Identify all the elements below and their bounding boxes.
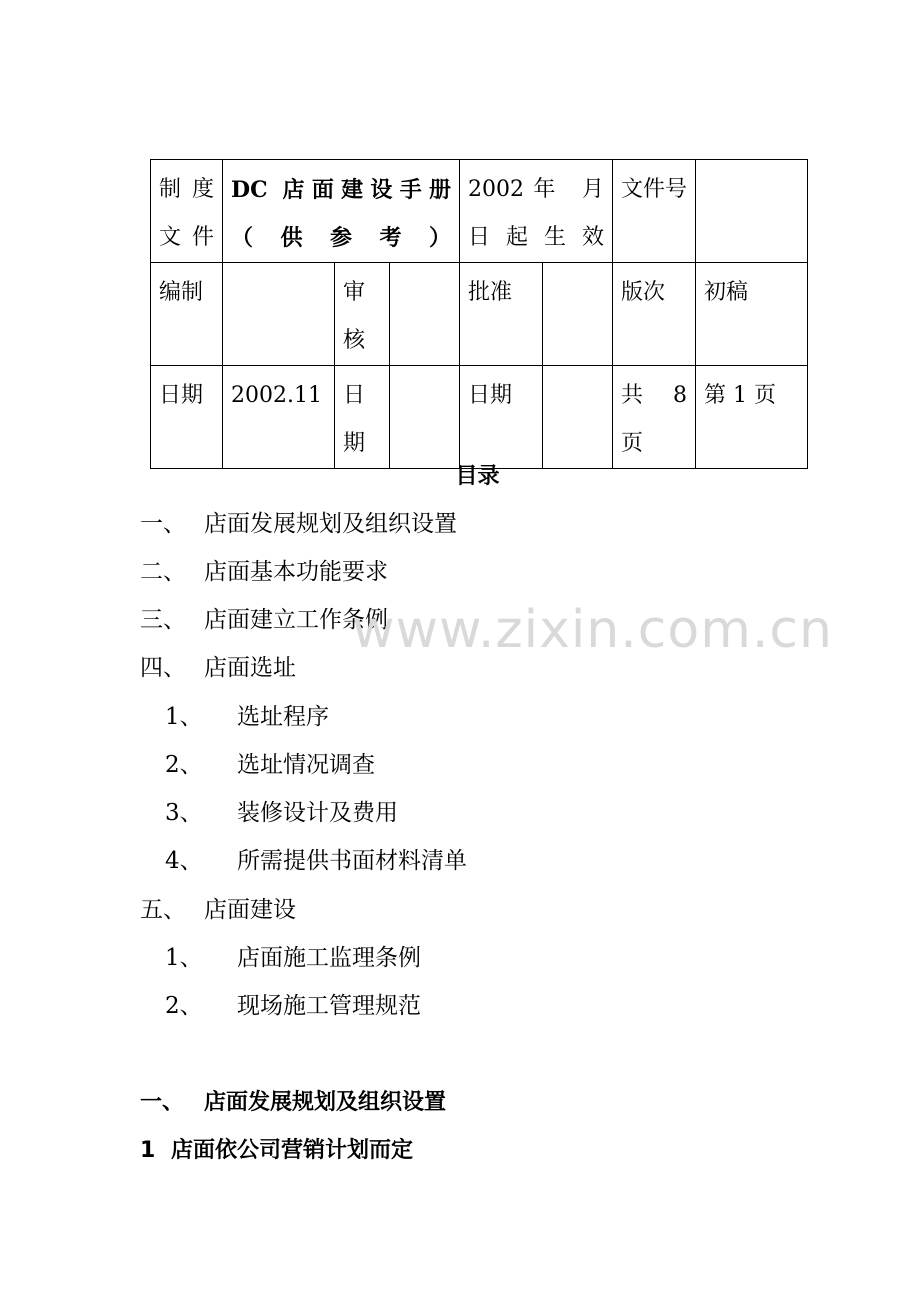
doc-title: DC 店面建设手册（供参考）	[223, 160, 460, 263]
doc-number-value	[696, 160, 808, 263]
doc-number-label: 文件号	[613, 160, 696, 263]
toc-title: 目录	[455, 464, 500, 489]
toc-item-text: 店面建立工作条例	[204, 607, 388, 633]
review-date-value	[390, 366, 460, 469]
toc-item-number: 2、	[165, 752, 203, 778]
section-number: 一、	[140, 1090, 185, 1115]
version-label: 版次	[613, 263, 696, 366]
approve-value	[543, 263, 613, 366]
toc-item-text: 店面发展规划及组织设置	[204, 511, 457, 537]
total-pages: 共 8 页	[613, 366, 696, 469]
approve-label: 批准	[460, 263, 543, 366]
version-value: 初稿	[696, 263, 808, 366]
toc-item-text: 装修设计及费用	[237, 800, 398, 826]
toc-item-number: 3、	[165, 800, 203, 826]
approve-date-value	[543, 366, 613, 469]
toc-item-number: 四、	[140, 655, 186, 681]
toc-item-number: 1、	[165, 945, 203, 971]
toc-item-text: 所需提供书面材料清单	[237, 848, 467, 874]
toc-item-text: 店面选址	[204, 655, 296, 681]
author-label: 编制	[151, 263, 223, 366]
header-table	[150, 159, 808, 469]
toc-item-text: 选址情况调查	[237, 752, 375, 778]
toc-item-text: 店面施工监理条例	[237, 945, 421, 971]
effective-date: 2002 年 月日起生效	[460, 160, 613, 263]
header-row-2	[151, 263, 808, 366]
toc-item-number: 三、	[140, 607, 186, 633]
header-row-1	[151, 160, 808, 263]
date-label: 日期	[151, 366, 223, 469]
review-value	[390, 263, 460, 366]
review-label: 审核	[335, 263, 390, 366]
approve-date-label: 日期	[460, 366, 543, 469]
toc-item-text: 选址程序	[237, 704, 329, 730]
author-value	[223, 263, 335, 366]
page-number: 第 1 页	[696, 366, 808, 469]
watermark: www.zixin.com.cn	[352, 600, 833, 660]
toc-item-number: 4、	[165, 848, 203, 874]
toc-item-number: 一、	[140, 511, 186, 537]
toc-item-number: 2、	[165, 993, 203, 1019]
header-row-3	[151, 366, 808, 469]
toc-item-text: 店面建设	[204, 897, 296, 923]
toc-item-text: 现场施工管理规范	[237, 993, 421, 1019]
subsection-title: 店面依公司营销计划而定	[171, 1138, 414, 1163]
doc-type-label: 制度文件	[151, 160, 223, 263]
toc-item-text: 店面基本功能要求	[204, 559, 388, 585]
section-title: 店面发展规划及组织设置	[204, 1090, 447, 1115]
subsection-number: 1	[140, 1138, 156, 1163]
toc-item-number: 五、	[140, 897, 186, 923]
date-value: 2002.11	[223, 366, 335, 469]
toc-item-number: 1、	[165, 704, 203, 730]
review-date-label: 日期	[335, 366, 390, 469]
toc-item-number: 二、	[140, 559, 186, 585]
